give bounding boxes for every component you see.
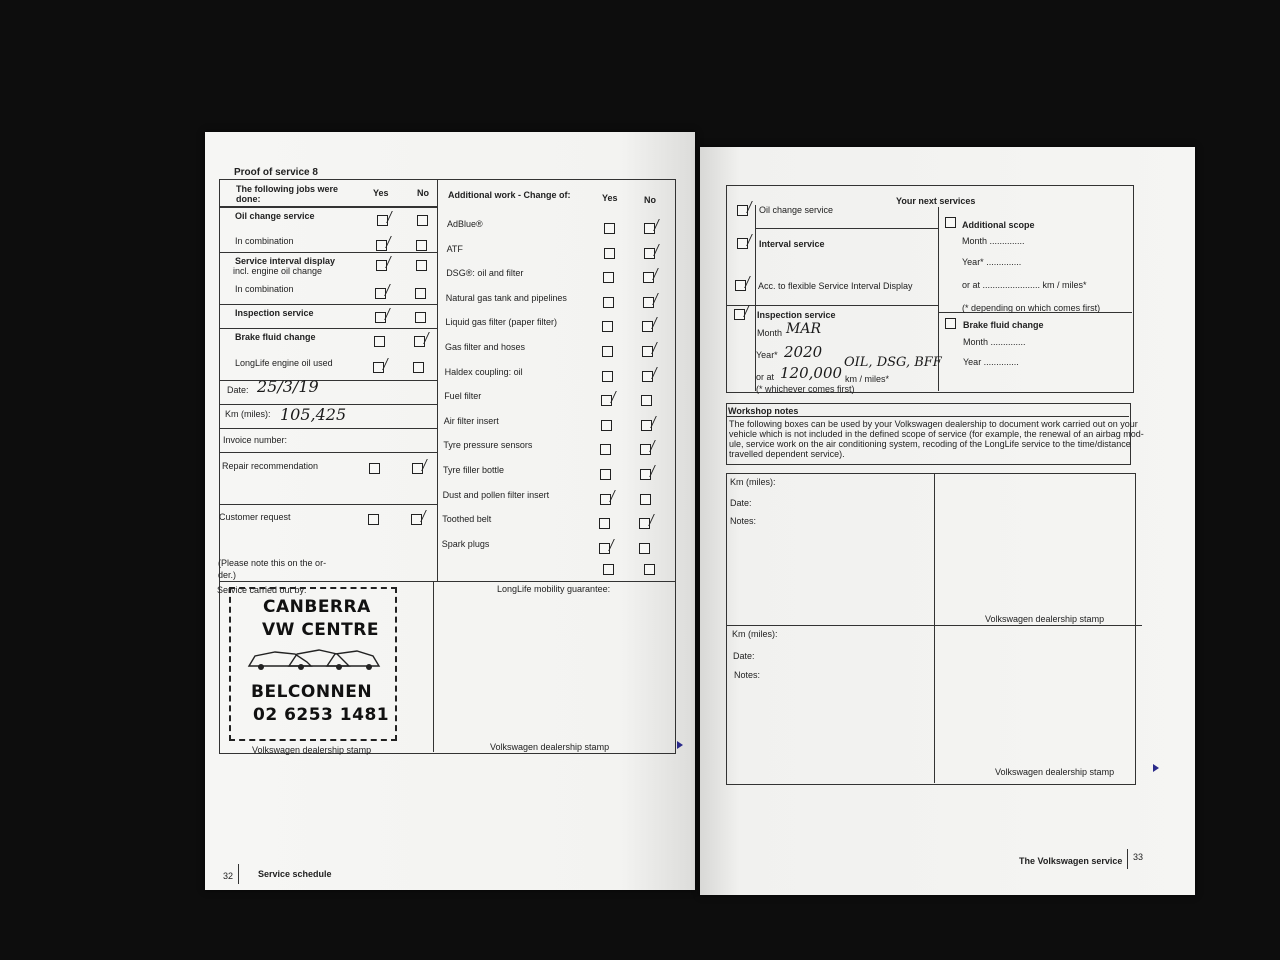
additional-label: Tyre filler bottle xyxy=(443,465,505,475)
job-no-checkbox[interactable] xyxy=(413,362,424,373)
longlife-label: LongLife mobility guarantee: xyxy=(497,584,611,594)
row-divider xyxy=(219,252,437,253)
inspection-label: Inspection service xyxy=(757,310,836,320)
additional-label: Toothed belt xyxy=(442,514,492,525)
date-label-2: Date: xyxy=(733,651,755,661)
additional-yes-checkbox[interactable] xyxy=(601,420,612,431)
workshop-text-2: vehicle which is not included in the defined scope of service (for example, the renewal of an airbag mod- xyxy=(729,429,1144,439)
notes-label-2: Notes: xyxy=(734,670,761,680)
next-arrow-icon-right xyxy=(1153,764,1159,772)
scope-month: Month .............. xyxy=(962,236,1025,246)
job-yes-checkbox[interactable] xyxy=(377,215,388,226)
additional-yes-checkbox[interactable] xyxy=(603,297,614,308)
year-label: Year* xyxy=(756,350,778,360)
km-next-value: 120,000 xyxy=(780,364,843,382)
no-header: No xyxy=(417,188,429,198)
flexible-label: Acc. to flexible Service Interval Display xyxy=(758,281,913,291)
additional-no-checkbox[interactable] xyxy=(642,371,653,382)
month-label: Month xyxy=(757,328,783,338)
additional-no-checkbox[interactable] xyxy=(644,223,655,234)
left-page xyxy=(205,132,695,890)
additional-header: Additional work - Change of: xyxy=(448,190,571,200)
additional-no-checkbox[interactable] xyxy=(640,444,651,455)
job-label: Brake fluid change xyxy=(235,332,316,342)
invoice-label: Invoice number: xyxy=(223,435,288,445)
job-no-checkbox[interactable] xyxy=(417,215,428,226)
workshop-grid xyxy=(726,473,1136,785)
km-label-1: Km (miles): xyxy=(730,477,776,487)
customer-yes-checkbox[interactable] xyxy=(368,514,379,525)
or-at-label: or at xyxy=(756,372,775,382)
job-yes-checkbox[interactable] xyxy=(375,288,386,299)
additional-yes-checkbox[interactable] xyxy=(602,321,613,332)
note-text-2: der.) xyxy=(218,570,237,580)
note-text: (Please note this on the or- xyxy=(218,558,327,568)
oil-change-checkbox[interactable] xyxy=(737,205,748,216)
stamp-label-2: Volkswagen dealership stamp xyxy=(995,767,1115,777)
additional-label: Liquid gas filter (paper filter) xyxy=(445,317,557,328)
extra-note: OIL, DSG, BFF xyxy=(844,355,942,370)
repair-label: Repair recommendation xyxy=(222,461,319,471)
job-no-checkbox[interactable] xyxy=(416,260,427,271)
job-label: Service interval display xyxy=(235,256,336,266)
job-yes-checkbox[interactable] xyxy=(376,260,387,271)
job-no-checkbox[interactable] xyxy=(416,240,427,251)
stamp-label-right: Volkswagen dealership stamp xyxy=(490,742,610,752)
interval-checkbox[interactable] xyxy=(737,238,748,249)
job-label: In combination xyxy=(235,284,294,294)
year-value: 2020 xyxy=(784,343,823,361)
service-by-label: Service carried out by: xyxy=(217,585,307,595)
additional-no-checkbox[interactable] xyxy=(642,346,653,357)
workshop-title: Workshop notes xyxy=(728,406,799,416)
brake-checkbox[interactable] xyxy=(945,318,956,329)
job-yes-checkbox[interactable] xyxy=(373,362,384,373)
additional-label: Fuel filter xyxy=(444,391,482,402)
workshop-text-3: ule, service work on the air conditioning system, recoding of the LongLife service to the time/distance xyxy=(729,439,1131,449)
stamp-label-left: Volkswagen dealership stamp xyxy=(252,745,372,755)
workshop-text-1: The following boxes can be used by your Volkswagen dealership to document work carried out on your xyxy=(729,419,1138,429)
next-arrow-icon xyxy=(677,741,683,749)
row-divider xyxy=(219,207,437,208)
additional-no-checkbox[interactable] xyxy=(639,543,650,554)
additional-yes-checkbox[interactable] xyxy=(600,444,611,455)
additional-label: Tyre pressure sensors xyxy=(443,440,533,451)
additional-yes-checkbox[interactable] xyxy=(599,518,610,529)
brake-label: Brake fluid change xyxy=(963,320,1044,330)
job-no-checkbox[interactable] xyxy=(415,312,426,323)
job-label: In combination xyxy=(235,236,294,246)
flexible-checkbox[interactable] xyxy=(735,280,746,291)
job-label: LongLife engine oil used xyxy=(235,358,333,368)
additional-no-checkbox[interactable] xyxy=(643,272,654,283)
additional-yes-checkbox[interactable] xyxy=(603,564,614,575)
right-page xyxy=(700,147,1195,895)
km-value: 105,425 xyxy=(280,405,347,424)
scope-year: Year* .............. xyxy=(962,257,1022,267)
additional-no-checkbox[interactable] xyxy=(644,564,655,575)
additional-scope-label: Additional scope xyxy=(962,220,1035,230)
additional-no-checkbox[interactable] xyxy=(641,420,652,431)
additional-no-checkbox[interactable] xyxy=(641,395,652,406)
additional-yes-checkbox[interactable] xyxy=(602,371,613,382)
additional-no-checkbox[interactable] xyxy=(640,494,651,505)
job-no-checkbox[interactable] xyxy=(415,288,426,299)
repair-yes-checkbox[interactable] xyxy=(369,463,380,474)
scope-depending: (* depending on which comes first) xyxy=(962,303,1101,313)
stamp-label-1: Volkswagen dealership stamp xyxy=(985,614,1105,624)
job-no-checkbox[interactable] xyxy=(414,336,425,347)
additional-no-checkbox[interactable] xyxy=(639,518,650,529)
job-yes-checkbox[interactable] xyxy=(376,240,387,251)
footer-title-right: The Volkswagen service xyxy=(1019,856,1123,866)
page-title: Proof of service 8 xyxy=(234,167,318,178)
row-divider xyxy=(219,380,437,381)
additional-label: Dust and pollen filter insert xyxy=(442,489,550,500)
km-label: Km (miles): xyxy=(225,409,271,419)
additional-no-checkbox[interactable] xyxy=(644,248,655,259)
oil-change-label: Oil change service xyxy=(759,205,834,215)
row-divider xyxy=(219,304,437,305)
additional-yes-checkbox[interactable] xyxy=(599,543,610,554)
whichever-note: (* whichever comes first) xyxy=(756,384,855,394)
customer-no-checkbox[interactable] xyxy=(411,514,422,525)
customer-label: Customer request xyxy=(219,512,291,522)
additional-no-checkbox[interactable] xyxy=(642,321,653,332)
additional-no-header: No xyxy=(644,195,656,205)
km-miles-label: km / miles* xyxy=(845,374,890,384)
additional-yes-checkbox[interactable] xyxy=(600,469,611,480)
additional-label: Air filter insert xyxy=(443,415,499,426)
additional-yes-header: Yes xyxy=(602,193,618,203)
page-number: 32 xyxy=(223,871,234,881)
additional-label: DSG®: oil and filter xyxy=(446,268,524,279)
date-value: 25/3/19 xyxy=(257,377,319,396)
additional-yes-checkbox[interactable] xyxy=(600,494,611,505)
stamp-line-2: VW CENTRE xyxy=(262,620,379,640)
additional-label: ATF xyxy=(446,243,463,254)
brake-year: Year .............. xyxy=(963,357,1019,367)
row-divider xyxy=(219,328,437,329)
additional-no-checkbox[interactable] xyxy=(640,469,651,480)
yes-header: Yes xyxy=(373,188,389,198)
additional-label: Gas filter and hoses xyxy=(445,342,526,352)
interval-label: Interval service xyxy=(759,239,825,249)
additional-yes-checkbox[interactable] xyxy=(604,223,615,234)
km-label-2: Km (miles): xyxy=(732,629,778,639)
additional-scope-checkbox[interactable] xyxy=(945,217,956,228)
jobs-header: The following jobs were done: xyxy=(236,184,339,204)
scope-km: or at ....................... km / miles* xyxy=(962,280,1087,290)
brake-month: Month .............. xyxy=(963,337,1026,347)
additional-yes-checkbox[interactable] xyxy=(602,346,613,357)
additional-yes-checkbox[interactable] xyxy=(604,248,615,259)
job-sub-label: incl. engine oil change xyxy=(233,266,323,276)
additional-label: Haldex coupling: oil xyxy=(444,366,523,377)
job-yes-checkbox[interactable] xyxy=(375,312,386,323)
additional-label: Natural gas tank and pipelines xyxy=(445,292,567,303)
job-label: Oil change service xyxy=(235,211,315,221)
repair-no-checkbox[interactable] xyxy=(412,463,423,474)
additional-label: AdBlue® xyxy=(447,219,483,229)
stamp-line-3: BELCONNEN xyxy=(251,682,373,702)
stamp-line-4: 02 6253 1481 xyxy=(253,705,390,725)
date-label-1: Date: xyxy=(730,498,752,508)
cars-icon xyxy=(245,642,385,672)
notes-label-1: Notes: xyxy=(730,516,757,526)
month-value: MAR xyxy=(786,321,821,337)
additional-no-checkbox[interactable] xyxy=(643,297,654,308)
job-label: Inspection service xyxy=(235,308,314,318)
next-services-header: Your next services xyxy=(896,196,976,206)
workshop-text-4: travelled dependent service). xyxy=(729,449,845,459)
page-number-right: 33 xyxy=(1133,852,1144,862)
additional-yes-checkbox[interactable] xyxy=(603,272,614,283)
footer-title: Service schedule xyxy=(258,869,332,879)
job-yes-checkbox[interactable] xyxy=(374,336,385,347)
inspection-checkbox[interactable] xyxy=(734,309,745,320)
stamp-line-1: CANBERRA xyxy=(263,597,371,617)
date-label: Date: xyxy=(227,385,249,395)
additional-yes-checkbox[interactable] xyxy=(601,395,612,406)
additional-label: Spark plugs xyxy=(441,538,490,549)
